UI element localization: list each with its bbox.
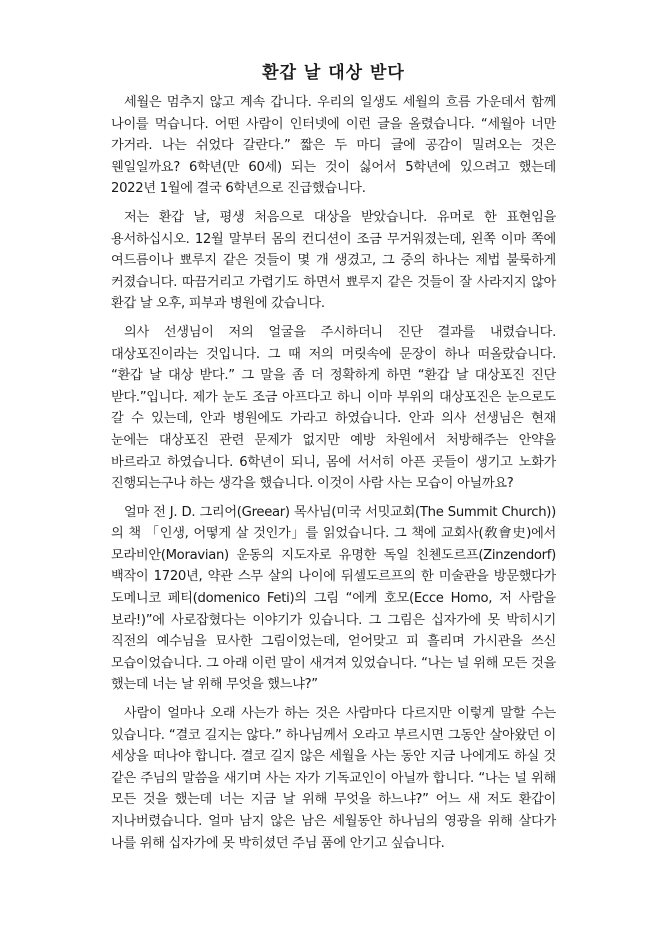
paragraph-3: 의사 선생님이 저의 얼굴을 주시하더니 진단 결과를 내렸습니다. 대상포진이라는 것입니다. 그 때 저의 머릿속에 문장이 하나 떠올랐습니다. “환갑 날 대상 받다.” 그 말을 좀 더 정확하게 하면 “환갑 날 대상포진 진단 받다.”입니다. 제가 눈도 조금 아프다고 하니 이마 부위의 대상포진은 눈으로도 갈 수 있는데, 안과 병원에도 가라고 하였습니다. 안과 의사 선생님은 현재 눈에는 대상포진 관련 문제가 없지만 예방 차원에서 처방해주는 안약을 바르라고 하였습니다. 6학년이 되니, 몸에 서서히 아픈 곳들이 생기고 노화가 진행되는구나 하는 생각을 했습니다. 이것이 사람 사는 모습이 아닐까요? — [111, 324, 556, 492]
paragraph-1: 세월은 멈추지 않고 계속 갑니다. 우리의 일생도 세월의 흐름 가운데서 함께 나이를 먹습니다. 어떤 사람이 인터넷에 이런 글을 올렸습니다. “세월아 너만 가거라. 나는 쉬었다 갈란다.” 짧은 두 마디 글에 공감이 밀려오는 것은 웬일일까요? 6학년(만 60세) 되는 것이 싫어서 5학년에 있으려고 했는데 2022년 1월에 결국 6학년으로 진급했습니다. — [111, 95, 556, 197]
paragraph-4: 얼마 전 J. D. 그리어(Greear) 목사님(미국 서밋교회(The Summit Church))의 책 「인생, 어떻게 살 것인가」를 읽었습니다. 그 책에 교회사(敎會史)에서 모라비안(Moravian) 운동의 지도자로 유명한 독일 친첸도르프(Zinzendorf) 백작이 1720년, 약관 스무 살의 나이에 뒤셀도르프의 한 미술관을 방문했다가 도메니코 페티(domenico Feti)의 그림 “에케 호모(Ecce Homo, 저 사람을 보라!)”에 사로잡혔다는 이야기가 있습니다. 그 그림은 십자가에 못 박히시기 직전의 예수님을 묘사한 그림이었는데, 얻어맞고 피 흘리며 가시관을 쓰신 모습이었습니다. 그 아래 이런 말이 새겨져 있었습니다. “나는 널 위해 모든 것을 했는데 너는 날 위해 무엇을 했느냐?” — [111, 504, 556, 693]
document-title: 환갑 날 대상 받다 — [262, 63, 405, 83]
paragraph-2: 저는 환갑 날, 평생 처음으로 대상을 받았습니다. 유머로 한 표현임을 용서하십시오. 12월 말부터 몸의 컨디션이 조금 무거워졌는데, 왼쪽 이마 쪽에 여드름이나 뾰루지 같은 것들이 몇 개 생겼고, 그 중의 하나는 제법 불룩하게 커졌습니다. 따끔거리고 가렵기도 하면서 뾰루지 같은 것들이 잘 사라지지 않아 환갑 날 오후, 피부과 병원에 갔습니다. — [111, 209, 556, 312]
paragraph-5: 사람이 얼마나 오래 사는가 하는 것은 사람마다 다르지만 이렇게 말할 수는 있습니다. “결코 길지는 않다.” 하나님께서 오라고 부르시면 그동안 살아왔던 이 세상을 떠나야 합니다. 결코 길지 않은 세월을 사는 동안 지금 나에게도 하실 것 같은 주님의 말씀을 새기며 사는 자가 기독교인이 아닐까 합니다. “나는 널 위해 모든 것을 했는데 너는 지금 날 위해 무엇을 하느냐?” 어느 새 저도 환갑이 지나버렸습니다. 얼마 남지 않은 남은 세월동안 하나님의 영광을 위해 살다가 나를 위해 십자가에 못 박히셨던 주님 품에 안기고 싶습니다. — [111, 706, 556, 851]
document-page — [111, 62, 556, 861]
